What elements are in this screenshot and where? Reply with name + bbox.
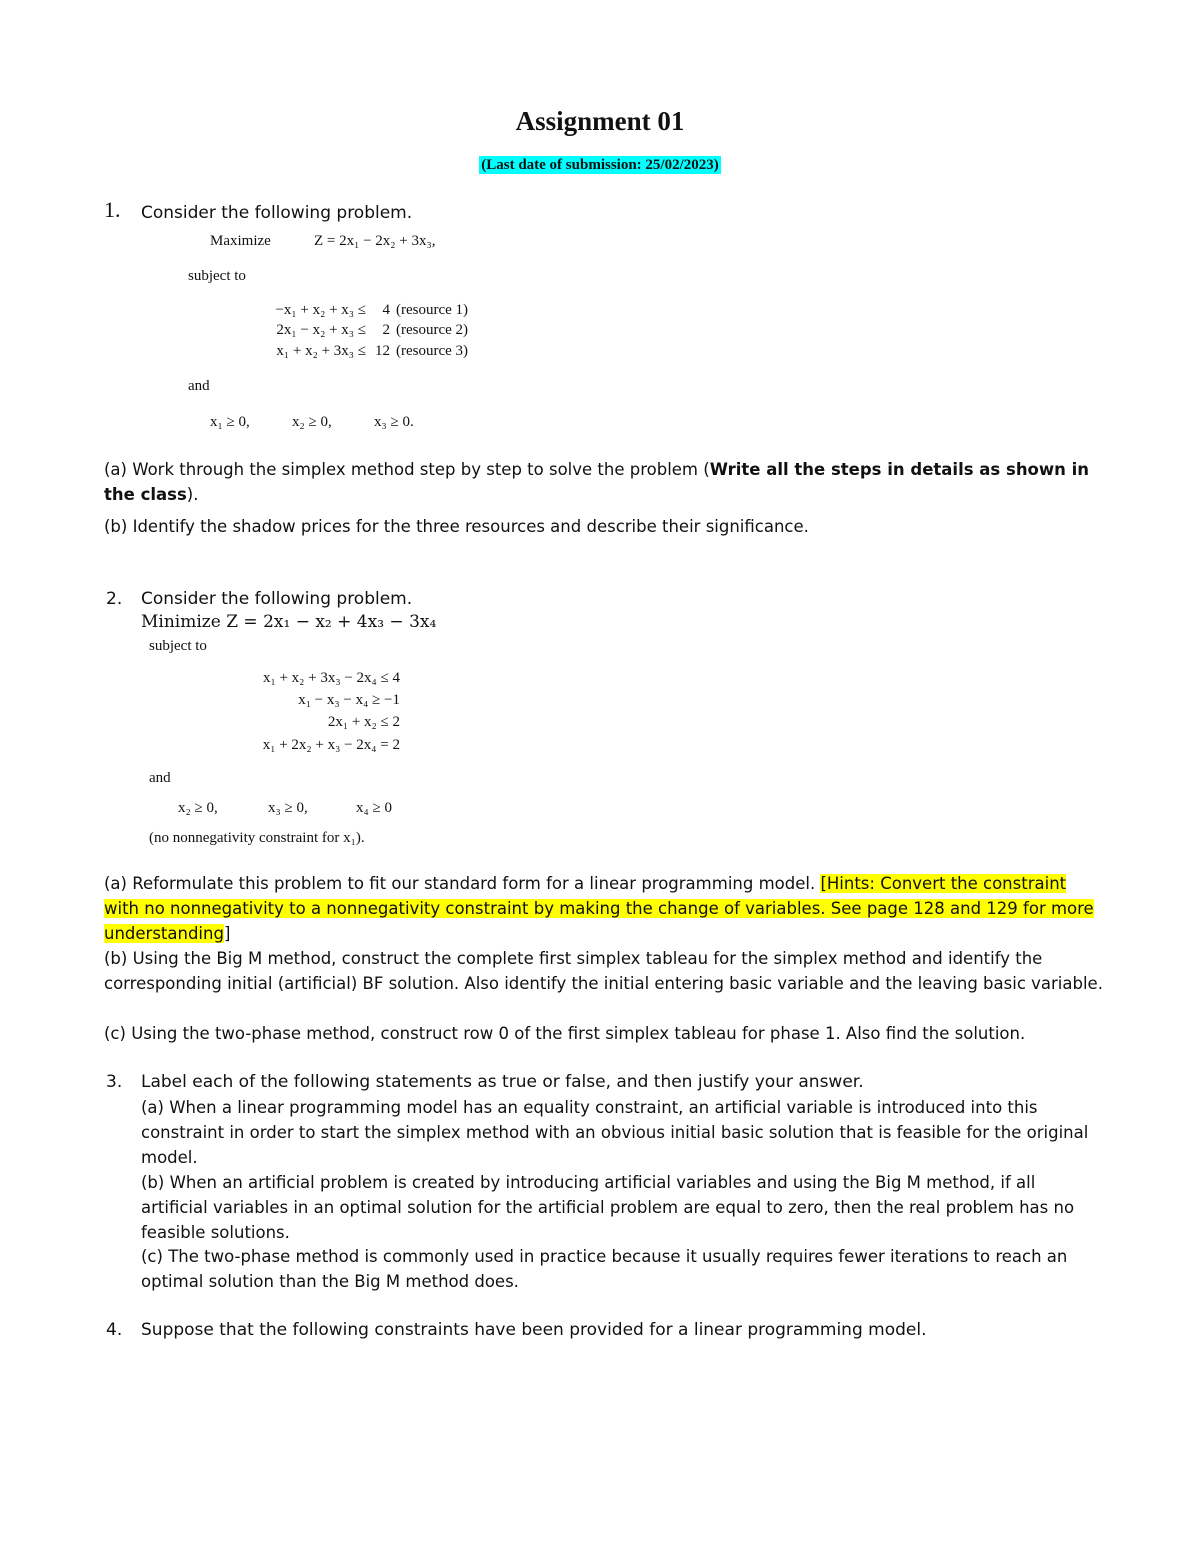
q1-constraint-2-note: (resource 2) bbox=[396, 322, 469, 338]
q3-part-c: (c) The two-phase method is commonly used in practice because it usually requires fewer iterations to reach an optimal solution than the Big M method does. bbox=[141, 1247, 1068, 1291]
q1-objective-expr: Z = 2x₁ − 2x₂ + 3x₃, bbox=[314, 233, 436, 249]
q2-number: 2. bbox=[106, 589, 123, 609]
q3-number: 3. bbox=[106, 1072, 123, 1092]
q2-nonneg-2: x₃ ≥ 0, bbox=[268, 800, 308, 816]
q2-constraint-1: x₁ + x₂ + 3x₃ − 2x₄ ≤ 4 bbox=[262, 670, 400, 686]
q1-nonneg-3: x₃ ≥ 0. bbox=[374, 414, 414, 430]
q2-subject-to: subject to bbox=[149, 638, 207, 654]
q2-nonneg-1: x₂ ≥ 0, bbox=[178, 800, 218, 816]
q2-nonneg-3: x₄ ≥ 0 bbox=[356, 800, 392, 816]
q2-part-a-hint: [Hints: Convert the constraint with no nonnegativity to a nonnegativity constraint by making the change of variables. See page 128 and 129 for more understanding bbox=[104, 874, 1094, 943]
q2-constraint-4: x₁ + 2x₂ + x₃ − 2x₄ = 2 bbox=[262, 737, 400, 753]
q1-objective-label: Maximize bbox=[210, 233, 271, 249]
deadline-container bbox=[0, 156, 1200, 174]
q4-intro: Suppose that the following constraints have been provided for a linear programming model. bbox=[141, 1320, 927, 1340]
q1-number: 1. bbox=[104, 197, 121, 222]
q1-constraint-2-lhs: 2x₁ − x₂ + x₃ ≤ bbox=[276, 322, 366, 338]
q1-part-a-start: (a) Work through the simplex method step by step to solve the problem ( bbox=[104, 460, 710, 479]
q2-objective: Minimize Z = 2x₁ − x₂ + 4x₃ − 3x₄ bbox=[141, 612, 437, 632]
q3-intro: Label each of the following statements as true or false, and then justify your answer. bbox=[141, 1072, 864, 1092]
q1-constraint-3-lhs: x₁ + x₂ + 3x₃ ≤ bbox=[276, 343, 366, 359]
deadline-note: (Last date of submission: 25/02/2023) bbox=[481, 157, 719, 173]
q2-part-a-end: ] bbox=[223, 924, 231, 943]
q2-constraint-2: x₁ − x₃ − x₄ ≥ −1 bbox=[298, 692, 400, 708]
q1-part-b: (b) Identify the shadow prices for the three resources and describe their significance. bbox=[104, 517, 809, 536]
q1-constraint-2-rhs: 2 bbox=[382, 322, 390, 338]
q1-intro: Consider the following problem. bbox=[141, 203, 413, 223]
q1-constraint-3-rhs: 12 bbox=[375, 343, 390, 359]
q1-part-a-end: ). bbox=[186, 485, 199, 504]
q1-constraint-1-rhs: 4 bbox=[382, 302, 390, 318]
q2-part-c: (c) Using the two-phase method, construct row 0 of the first simplex tableau for phase 1. Also find the solution. bbox=[104, 1024, 1026, 1043]
q1-part-a bbox=[104, 457, 1104, 507]
q1-part-a-bold: Write all the steps in details as shown in the class bbox=[104, 460, 1090, 504]
q1-constraint-1-lhs: −x₁ + x₂ + x₃ ≤ bbox=[275, 302, 366, 318]
q1-constraint-1-note: (resource 1) bbox=[396, 302, 469, 318]
q2-constraint-3: 2x₁ + x₂ ≤ 2 bbox=[327, 714, 400, 730]
page-title: Assignment 01 bbox=[515, 106, 685, 136]
q2-part-a bbox=[104, 871, 1104, 946]
q3-part-a: (a) When a linear programming model has an equality constraint, an artificial variable is introduced into this constraint in order to start the simplex method with an obvious initial basic solution that is feasible for the original model. bbox=[141, 1098, 1089, 1167]
q4-number: 4. bbox=[106, 1320, 123, 1340]
q3-part-b: (b) When an artificial problem is created by introducing artificial variables and using the Big M method, if all artificial variables in an optimal solution for the artificial problem are equal to zero, then the real problem has no feasible solutions. bbox=[141, 1173, 1075, 1242]
q2-and: and bbox=[149, 770, 171, 786]
q1-subject-to: subject to bbox=[188, 268, 246, 284]
q1-nonneg-1: x₁ ≥ 0, bbox=[210, 414, 250, 430]
q2-part-b: (b) Using the Big M method, construct the complete first simplex tableau for the simplex method and identify the corresponding initial (artificial) BF solution. Also identify the initial entering basic variable and the leaving basic variable. bbox=[104, 949, 1103, 993]
q1-nonneg-2: x₂ ≥ 0, bbox=[292, 414, 332, 430]
q2-intro: Consider the following problem. bbox=[141, 589, 413, 609]
q2-part-a-start: (a) Reformulate this problem to fit our standard form for a linear programming model. bbox=[104, 874, 821, 893]
q2-note: (no nonnegativity constraint for x₁). bbox=[149, 830, 365, 846]
q1-and: and bbox=[188, 378, 210, 394]
q1-constraint-3-note: (resource 3) bbox=[396, 343, 469, 359]
